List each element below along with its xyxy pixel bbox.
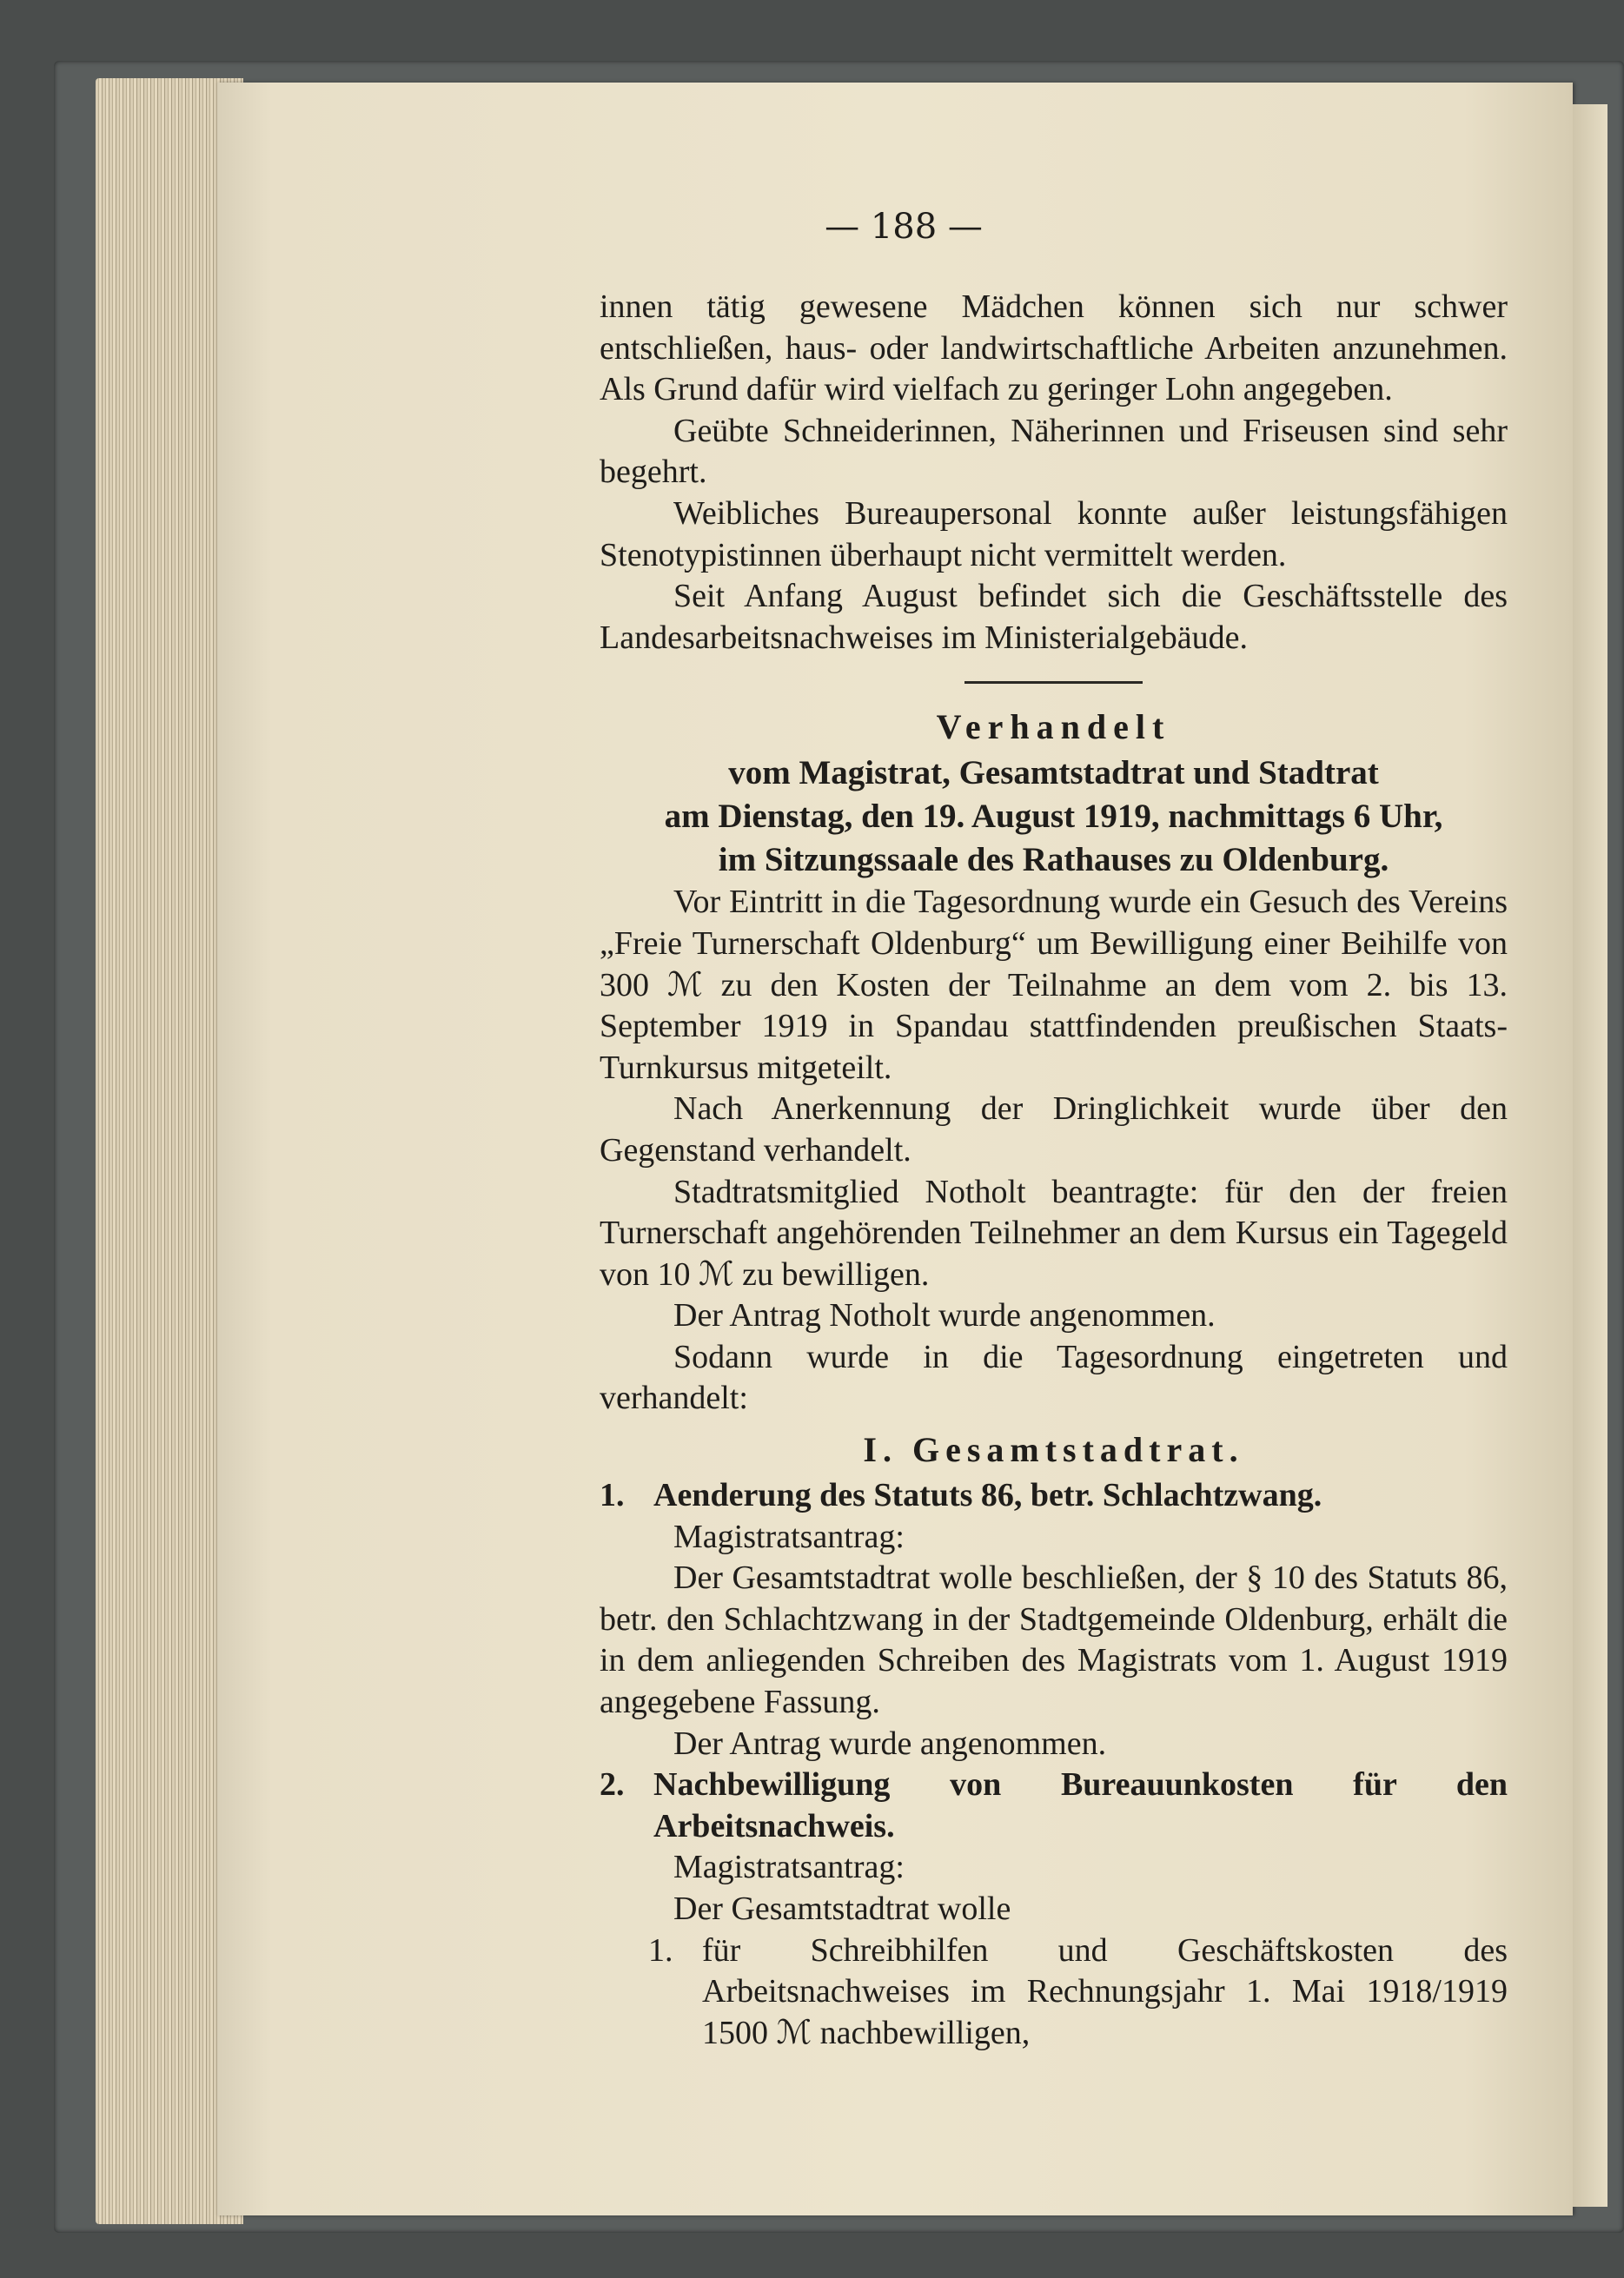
minutes-header-line: am Dienstag, den 19. August 1919, nachmittags 6 Uhr, [664,798,1443,836]
page-number: — 188 — [825,207,983,247]
agenda-item-number: 1. [600,1477,625,1514]
agenda-item-heading [600,1765,1508,1847]
minutes-paragraph: Sodann wurde in die Tagesordnung eingetreten und verhandelt: [600,1338,1508,1417]
sub-item-text: für Schreibhilfen und Geschäftskosten des Arbeitsnachweises im Rechnungsjahr 1. Mai 1918/1919 1500 ℳ nachbewilligen, [702,1931,1508,2051]
agenda-item-title: Aenderung des Statuts 86, betr. Schlachtzwang. [653,1477,1322,1514]
minutes-paragraph: Stadtratsmitglied Notholt beantragte: für den der freien Turnerschaft angehörenden Teilnehmer an dem Kursus ein Tagegeld von 10 ℳ zu bewilligen. [600,1173,1508,1293]
section-title: I. Gesamtstadtrat. [863,1430,1244,1470]
minutes-paragraph: Vor Eintritt in die Tagesordnung wurde ein Gesuch des Vereins „Freie Turnerschaft Oldenburg“ um Bewilligung einer Beihilfe von 300 ℳ zu den Kosten der Teilnahme an dem vom 2. bis 13. September 1919 in Spandau stattfindenden preußischen Staats-Turnkursus mitgeteilt. [600,884,1508,1086]
intro-paragraph: Weibliches Bureaupersonal konnte außer leistungsfähigen Stenotypistinnen überhaupt nicht vermittelt werden. [600,494,1508,573]
minutes-paragraph: Nach Anerkennung der Dringlichkeit wurde über den Gegenstand verhandelt. [600,1090,1508,1169]
agenda-item-paragraph: Magistratsantrag: [673,1518,905,1555]
agenda-item-number: 2. [600,1766,625,1804]
minutes-header-line: im Sitzungssaale des Rathauses zu Oldenburg. [718,841,1389,879]
agenda-item-heading [600,1475,1508,1517]
agenda-item-title: Nachbewilligung von Bureauunkosten für den Arbeitsnachweis. [653,1766,1508,1844]
sub-item-number: 1. [648,1931,673,1969]
minutes-title: Verhandelt [936,707,1171,747]
intro-paragraph: innen tätig gewesene Mädchen können sich nur schwer entschließen, haus- oder landwirtschaftliche Arbeiten anzunehmen. Als Grund dafür wird vielfach zu geringer Lohn angegeben. [600,288,1508,408]
intro-paragraph: Geübte Schneiderinnen, Näherinnen und Friseusen sind sehr begehrt. [600,412,1508,491]
agenda-item-paragraph: Der Gesamtstadtrat wolle [673,1891,1011,1927]
agenda-item-paragraph: Der Antrag wurde angenommen. [673,1725,1107,1762]
section-divider [964,681,1143,684]
minutes-paragraph: Der Antrag Notholt wurde angenommen. [673,1297,1216,1334]
agenda-item-paragraph: Der Gesamtstadtrat wolle beschließen, der § 10 des Statuts 86, betr. den Schlachtzwang in der Stadtgemeinde Oldenburg, erhält die in dem anliegenden Schreiben des Magistrats vom 1. August 1919 angegebene Fassung. [600,1560,1508,1721]
agenda-item-paragraph: Magistratsantrag: [673,1849,905,1886]
text-body [600,287,1508,2054]
minutes-header-line: vom Magistrat, Gesamtstadtrat und Stadtrat [728,754,1379,792]
facing-page-edge [1573,104,1607,2207]
sub-item [600,1930,1508,2055]
intro-paragraph: Seit Anfang August befindet sich die Geschäftsstelle des Landesarbeitsnachweises im Ministerialgebäude. [600,578,1508,656]
